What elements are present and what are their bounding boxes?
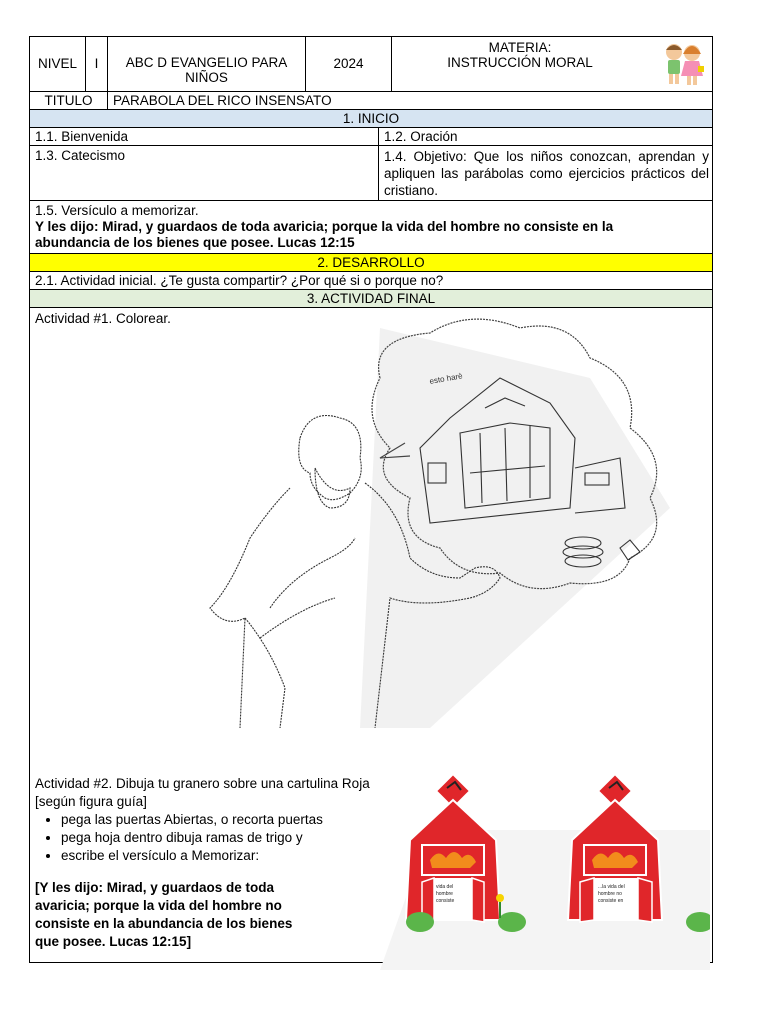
materia-value: INSTRUCCIÓN MORAL <box>447 55 593 70</box>
title-row <box>30 92 712 110</box>
rich-fool-coloring-image <box>30 308 714 728</box>
step-item: • escribe el versículo a Memorizar: <box>61 847 379 865</box>
lesson-title: PARABOLA DEL RICO INSENSATO <box>113 93 332 108</box>
step-item: • pega las puertas Abiertas, o recorta puertas <box>61 811 379 829</box>
bubble-caption: esto harè <box>428 371 464 386</box>
inicio-heading <box>30 110 712 128</box>
catechism-item: 1.3. Catecismo <box>35 148 126 163</box>
initial-activity: 2.1. Actividad inicial. ¿Te gusta compartir? ¿Por qué si o porque no? <box>35 273 444 288</box>
materia-label: MATERIA: <box>488 40 552 55</box>
desarrollo-heading <box>30 254 712 272</box>
activity-two-intro: Actividad #2. Dibuja tu granero sobre una cartulina Roja [según figura guía] <box>35 776 370 809</box>
course-name: ABC D EVANGELIO PARA NIÑOS <box>125 55 288 85</box>
verse-text: Y les dijo: Mirad, y guardaos de toda avaricia; porque la vida del hombre no consiste en la abundancia de los bienes que posee. Lucas 12:15 <box>35 219 614 250</box>
final-heading-text: 3. ACTIVIDAD FINAL <box>306 291 436 306</box>
desarrollo-heading-text: 2. DESARROLLO <box>317 255 425 270</box>
barn-left-note: vida del <box>436 884 454 890</box>
activity-two-steps <box>35 811 379 865</box>
final-heading <box>30 290 712 308</box>
inicio-heading-text: 1. INICIO <box>342 111 400 126</box>
barn-craft-image <box>380 770 710 970</box>
verse-row <box>30 201 712 254</box>
objective-cell <box>379 146 714 200</box>
final-activity-body <box>30 308 714 964</box>
nivel-label-cell <box>30 37 86 91</box>
prayer-cell <box>379 128 714 145</box>
year: 2024 <box>333 56 364 71</box>
barn-left-note: consiste <box>436 898 455 904</box>
activity-two-text <box>35 775 379 951</box>
welcome-prayer-row <box>30 128 712 146</box>
step-item: • pega hoja dentro dibuja ramas de trigo y <box>61 829 379 847</box>
objective-item: 1.4. Objetivo: Que los niños conozcan, aprendan y apliquen las parábolas como ejercicios prácticos del cristiano. <box>384 149 709 198</box>
header-row <box>30 37 712 92</box>
nivel-value: I <box>94 56 99 71</box>
nivel-value-cell <box>86 37 108 91</box>
lesson-sheet <box>29 36 713 963</box>
barn-left-note: hombre <box>436 891 453 897</box>
title-label: TITULO <box>44 93 93 108</box>
materia-cell <box>392 37 714 91</box>
nivel-label: NIVEL <box>37 56 78 71</box>
barn-right-note: consiste en <box>598 898 624 904</box>
prayer-item: 1.2. Oración <box>384 129 458 144</box>
initial-activity-row <box>30 272 712 290</box>
course-cell <box>108 37 306 91</box>
catechism-objective-row <box>30 146 712 201</box>
verse-label: 1.5. Versículo a memorizar. <box>35 203 199 218</box>
children-icon <box>660 40 706 88</box>
barn-right-note: ...la vida del <box>598 884 625 890</box>
activity-two-verse: [Y les dijo: Mirad, y guardaos de toda avaricia; porque la vida del hombre no consiste en la abundancia de los bienes que posee. Lucas 12:15] <box>35 880 293 949</box>
year-cell <box>306 37 392 91</box>
welcome-item: 1.1. Bienvenida <box>35 129 129 144</box>
activity-one-label: Actividad #1. Colorear. <box>35 311 171 326</box>
welcome-cell <box>30 128 379 145</box>
barn-right-note: hombre no <box>598 891 622 897</box>
title-value-cell <box>108 92 714 109</box>
title-label-cell <box>30 92 108 109</box>
catechism-cell <box>30 146 379 200</box>
